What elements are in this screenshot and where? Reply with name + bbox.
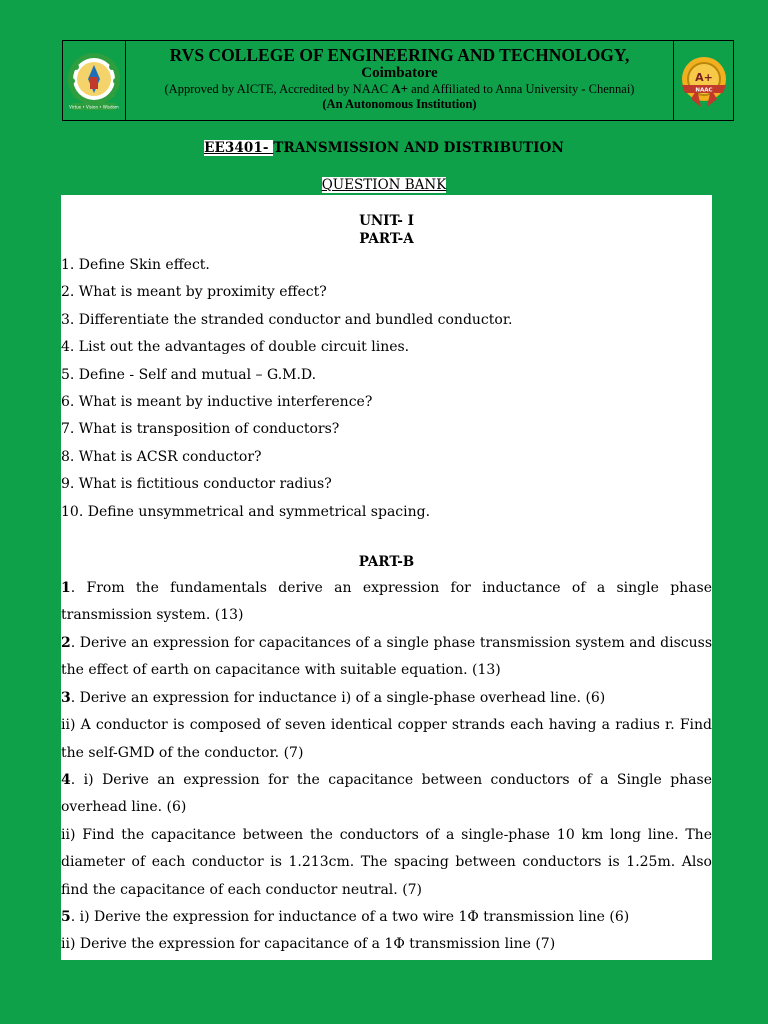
part-b-question <box>61 712 712 767</box>
part-b-question <box>61 767 712 822</box>
question-text: ii) Derive the expression for capacitance of a 1Φ transmission line (7) <box>61 936 556 953</box>
course-code: EE3401- <box>204 140 274 156</box>
part-b-question <box>61 685 712 712</box>
question-bank-title <box>0 177 768 193</box>
question-text: . Derive an expression for inductance i) of a single-phase overhead line. (6) <box>70 689 606 706</box>
college-name: RVS COLLEGE OF ENGINEERING AND TECHNOLOGY, <box>169 45 630 65</box>
question-content <box>61 195 712 960</box>
question-text: . i) Derive the expression for inductance of a two wire 1Φ transmission line (6) <box>70 908 630 925</box>
college-header <box>62 40 734 121</box>
part-b-question <box>61 630 712 685</box>
part-a-question: 8. What is ACSR conductor? <box>61 448 262 465</box>
approval-line <box>126 82 673 97</box>
part-a-question: 3. Differentiate the stranded conductor and bundled conductor. <box>61 311 513 328</box>
approval-suffix: and Affiliated to Anna University - Chennai) <box>408 82 635 97</box>
autonomous-label: (An Autonomous Institution) <box>322 97 477 112</box>
college-logo-cell <box>63 41 126 120</box>
question-text: . Derive an expression for capacitances of a single phase transmission system and discuss the effect of earth on capacitance with suitable equation. (13) <box>61 634 712 679</box>
part-a-heading: PART-A <box>359 231 414 247</box>
part-b-question <box>61 931 712 958</box>
part-a-question: 9. What is fictitious conductor radius? <box>61 476 332 493</box>
college-emblem-icon <box>66 47 122 115</box>
question-text: . From the fundamentals derive an expression for inductance of a single phase transmission system. (13) <box>61 580 712 624</box>
question-number: 2 <box>61 634 71 651</box>
part-a-question: 10. Define unsymmetrical and symmetrical spacing. <box>61 503 431 520</box>
part-a-question: 2. What is meant by proximity effect? <box>61 284 327 301</box>
part-b-question <box>61 822 712 904</box>
naac-badge-grade: A+ <box>694 70 713 84</box>
part-b-heading: PART-B <box>358 554 415 571</box>
part-b-question <box>61 575 712 630</box>
question-bank-label: QUESTION BANK <box>321 177 447 193</box>
question-number: 1 <box>61 580 71 597</box>
emblem-ribbon-text: Virtue • Vision • Wisdom <box>69 104 119 109</box>
question-text: ii) A conductor is composed of seven identical copper strands each having a radius r. Find the self-GMD of the conductor. (7) <box>61 717 712 761</box>
question-number: 3 <box>61 689 71 706</box>
question-text: . i) Derive an expression for the capacitance between conductors of a Single phase overhead line. (6) <box>61 771 712 816</box>
question-number: 5 <box>61 908 71 925</box>
naac-badge-label: NAAC <box>694 87 713 93</box>
part-a-question: 1. Define Skin effect. <box>61 257 210 273</box>
question-number: 4 <box>61 771 71 788</box>
part-b-question <box>61 904 712 931</box>
course-name: TRANSMISSION AND DISTRIBUTION <box>273 140 564 156</box>
unit-heading: UNIT- I <box>359 213 414 229</box>
college-city: Coimbatore <box>361 65 438 82</box>
part-a-question: 5. Define - Self and mutual – G.M.D. <box>61 366 317 383</box>
college-header-text <box>126 41 673 120</box>
part-a-question: 4. List out the advantages of double circuit lines. <box>61 339 410 356</box>
approval-prefix: (Approved by AICTE, Accredited by NAAC <box>164 82 392 97</box>
naac-grade: A+ <box>391 81 409 97</box>
course-title <box>0 140 768 156</box>
part-a-question: 7. What is transposition of conductors? <box>61 421 340 438</box>
question-text: ii) Find the capacitance between the conductors of a single-phase 10 km long line. The diameter of each conductor is 1.213cm. The spacing between conductors is 1.25m. Also find the capacitance of each conductor neutral. (7) <box>61 826 712 898</box>
part-a-list <box>61 252 712 526</box>
part-a-question: 6. What is meant by inductive interference? <box>61 394 373 411</box>
naac-logo-cell <box>673 41 733 120</box>
naac-badge-icon <box>679 49 729 113</box>
part-b-list <box>61 575 712 959</box>
